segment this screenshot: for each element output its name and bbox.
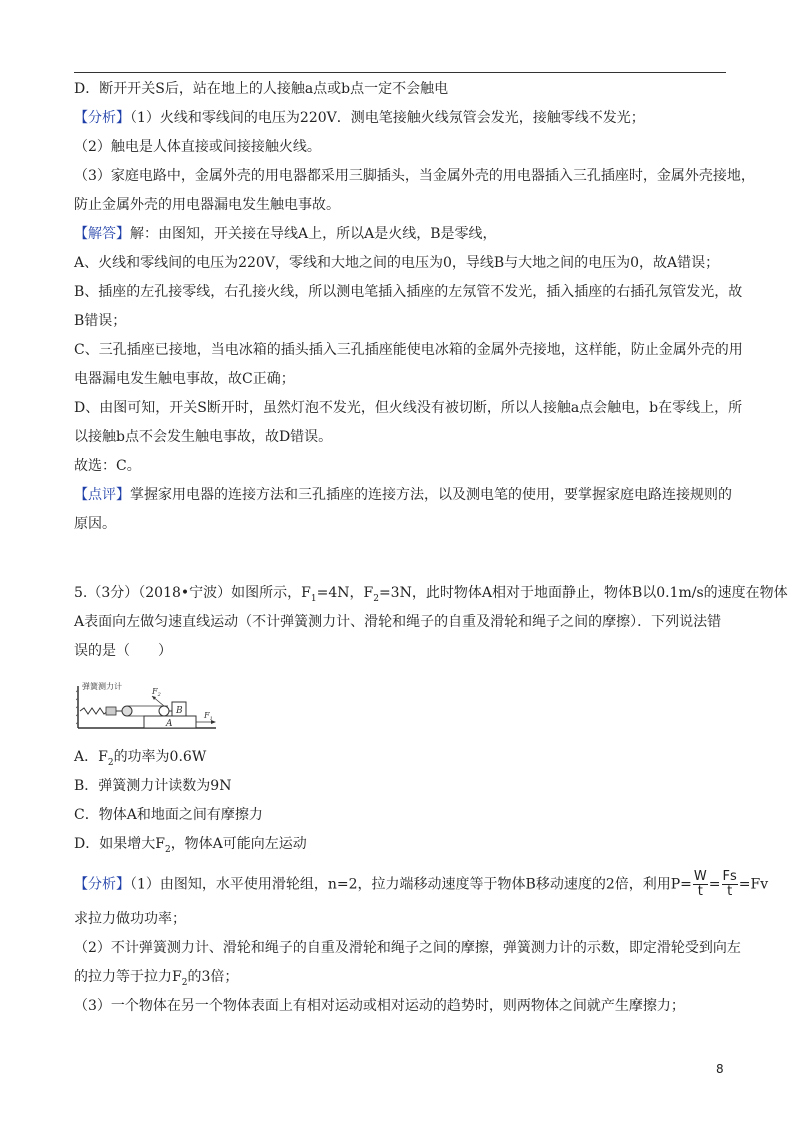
option-a-sub: 2 (107, 757, 114, 768)
analysis-tag: 【分析】 (74, 110, 130, 126)
question-5-line-1 (74, 584, 788, 608)
option-d-text-a: D．如果增大F (74, 836, 165, 852)
formula-tail: =Fv (738, 876, 769, 893)
option-c: C．物体A和地面之间有摩擦力 (74, 807, 263, 823)
option-a (74, 748, 206, 772)
analysis-line-4: 防止金属外壳的用电器漏电发生触电事故。 (74, 197, 340, 213)
q5-text-c: =3N，此时物体A相对于地面静止，物体B以0.1m/s的速度在物体 (378, 585, 788, 601)
analysis-text-1: （1）火线和零线间的电压为220V．测电笔接触火线氖管会发光，接触零线不发光； (130, 110, 645, 126)
option-a-text-b: 的功率为0.6W (113, 749, 207, 765)
solution-line-b2: B错误； (74, 313, 127, 329)
analysis2-text-4b: 的3倍； (187, 969, 239, 985)
fixed-pulley-icon (122, 706, 132, 716)
analysis2-line-2: 求拉力做功功率； (74, 911, 186, 927)
option-d-previous: D．断开开关S后，站在地上的人接触a点或b点一定不会触电 (74, 81, 449, 97)
solution-line-b1: B、插座的左孔接零线，右孔接火线，所以测电笔插入插座的左氖管不发光，插入插座的右插孔氖管发光，故 (74, 284, 743, 300)
movable-pulley-icon (159, 706, 169, 716)
q5-text-a: 5.（3分）（2018•宁波）如图所示，F (74, 585, 311, 601)
f2-label: $F_2$ (152, 687, 161, 698)
analysis2-line-1 (74, 870, 768, 899)
option-b: B．弹簧测力计读数为9N (74, 778, 232, 794)
figure-label: 弹簧测力计 (82, 682, 122, 691)
q5-sub-2: 2 (373, 593, 379, 604)
comment-line-1 (74, 486, 732, 504)
power-formula (692, 870, 768, 899)
analysis2-tag: 【分析】 (74, 876, 130, 893)
question-5-line-2: A表面向左做匀速直线运动（不计弹簧测力计、滑轮和绳子的自重及滑轮和绳子之间的摩擦）．下列说法错 (74, 614, 722, 630)
solution-line-d2: 以接触b点不会发生触电事故，故D错误。 (74, 429, 333, 445)
analysis2-text-1: （1）由图知，水平使用滑轮组，n=2，拉力端移动速度等于物体B移动速度的2倍，利用P= (130, 876, 692, 893)
formula-t1: t (697, 884, 703, 899)
option-d (74, 835, 307, 859)
solution-answer: 故选：C。 (74, 458, 141, 474)
pulley-figure (76, 680, 218, 730)
option-a-text-a: A．F (74, 749, 108, 765)
analysis-line-1 (74, 109, 645, 127)
block-a-label: A (166, 719, 173, 729)
comment-line-2: 原因。 (74, 516, 116, 532)
analysis2-text-4a: 的拉力等于拉力F (74, 969, 182, 985)
option-d-sub: 2 (164, 844, 171, 855)
solution-tag: 【解答】 (74, 226, 130, 242)
solution-text-1: 解：由图知，开关接在导线A上，所以A是火线，B是零线， (130, 226, 497, 242)
solution-line-c2: 电器漏电发生触电事故，故C正确； (74, 371, 295, 387)
header-rule (74, 72, 726, 73)
comment-tag: 【点评】 (74, 487, 130, 503)
solution-line-a: A、火线和零线间的电压为220V，零线和大地之间的电压为0，导线B与大地之间的电压为0，故A错误； (74, 255, 720, 271)
analysis2-line-3: （2）不计弹簧测力计、滑轮和绳子的自重及滑轮和绳子之间的摩擦，弹簧测力计的示数，即定滑轮受到向左 (74, 940, 741, 956)
question-5-line-3: 误的是（ ） (74, 643, 172, 659)
comment-text-1: 掌握家用电器的连接方法和三孔插座的连接方法，以及测电笔的使用，要掌握家庭电路连接规则的 (130, 487, 732, 503)
formula-w: W (693, 869, 707, 884)
page-number: 8 (716, 1062, 724, 1076)
solution-line-c1: C、三孔插座已接地，当电冰箱的插头插入三孔插座能使电冰箱的金属外壳接地，这样能，防止金属外壳的用 (74, 342, 743, 358)
solution-line-d1: D、由图可知，开关S断开时，虽然灯泡不发光，但火线没有被切断，所以人接触a点会触电，b在零线上，所 (74, 400, 743, 416)
block-b-label: B (176, 706, 183, 716)
analysis-line-3: （3）家庭电路中，金属外壳的用电器都采用三脚插头，当金属外壳的用电器插入三孔插座时，金属外壳接地， (74, 168, 755, 184)
q5-sub-1: 1 (310, 593, 317, 604)
analysis-line-2: （2）触电是人体直接或间接接触火线。 (74, 139, 321, 155)
option-d-text-b: ，物体A可能向左运动 (170, 836, 307, 852)
formula-eq: = (708, 876, 721, 893)
f1-label: $F_1$ (204, 711, 213, 722)
solution-line-1 (74, 225, 497, 243)
analysis2-line-5: （3）一个物体在另一个物体表面上有相对运动或相对运动的趋势时，则两物体之间就产生摩擦力； (74, 998, 685, 1014)
q5-text-b: =4N，F (316, 585, 374, 601)
analysis2-sub: 2 (181, 977, 188, 988)
formula-fs: Fs (722, 869, 737, 884)
formula-t2: t (727, 884, 733, 899)
analysis2-line-4 (74, 968, 238, 992)
